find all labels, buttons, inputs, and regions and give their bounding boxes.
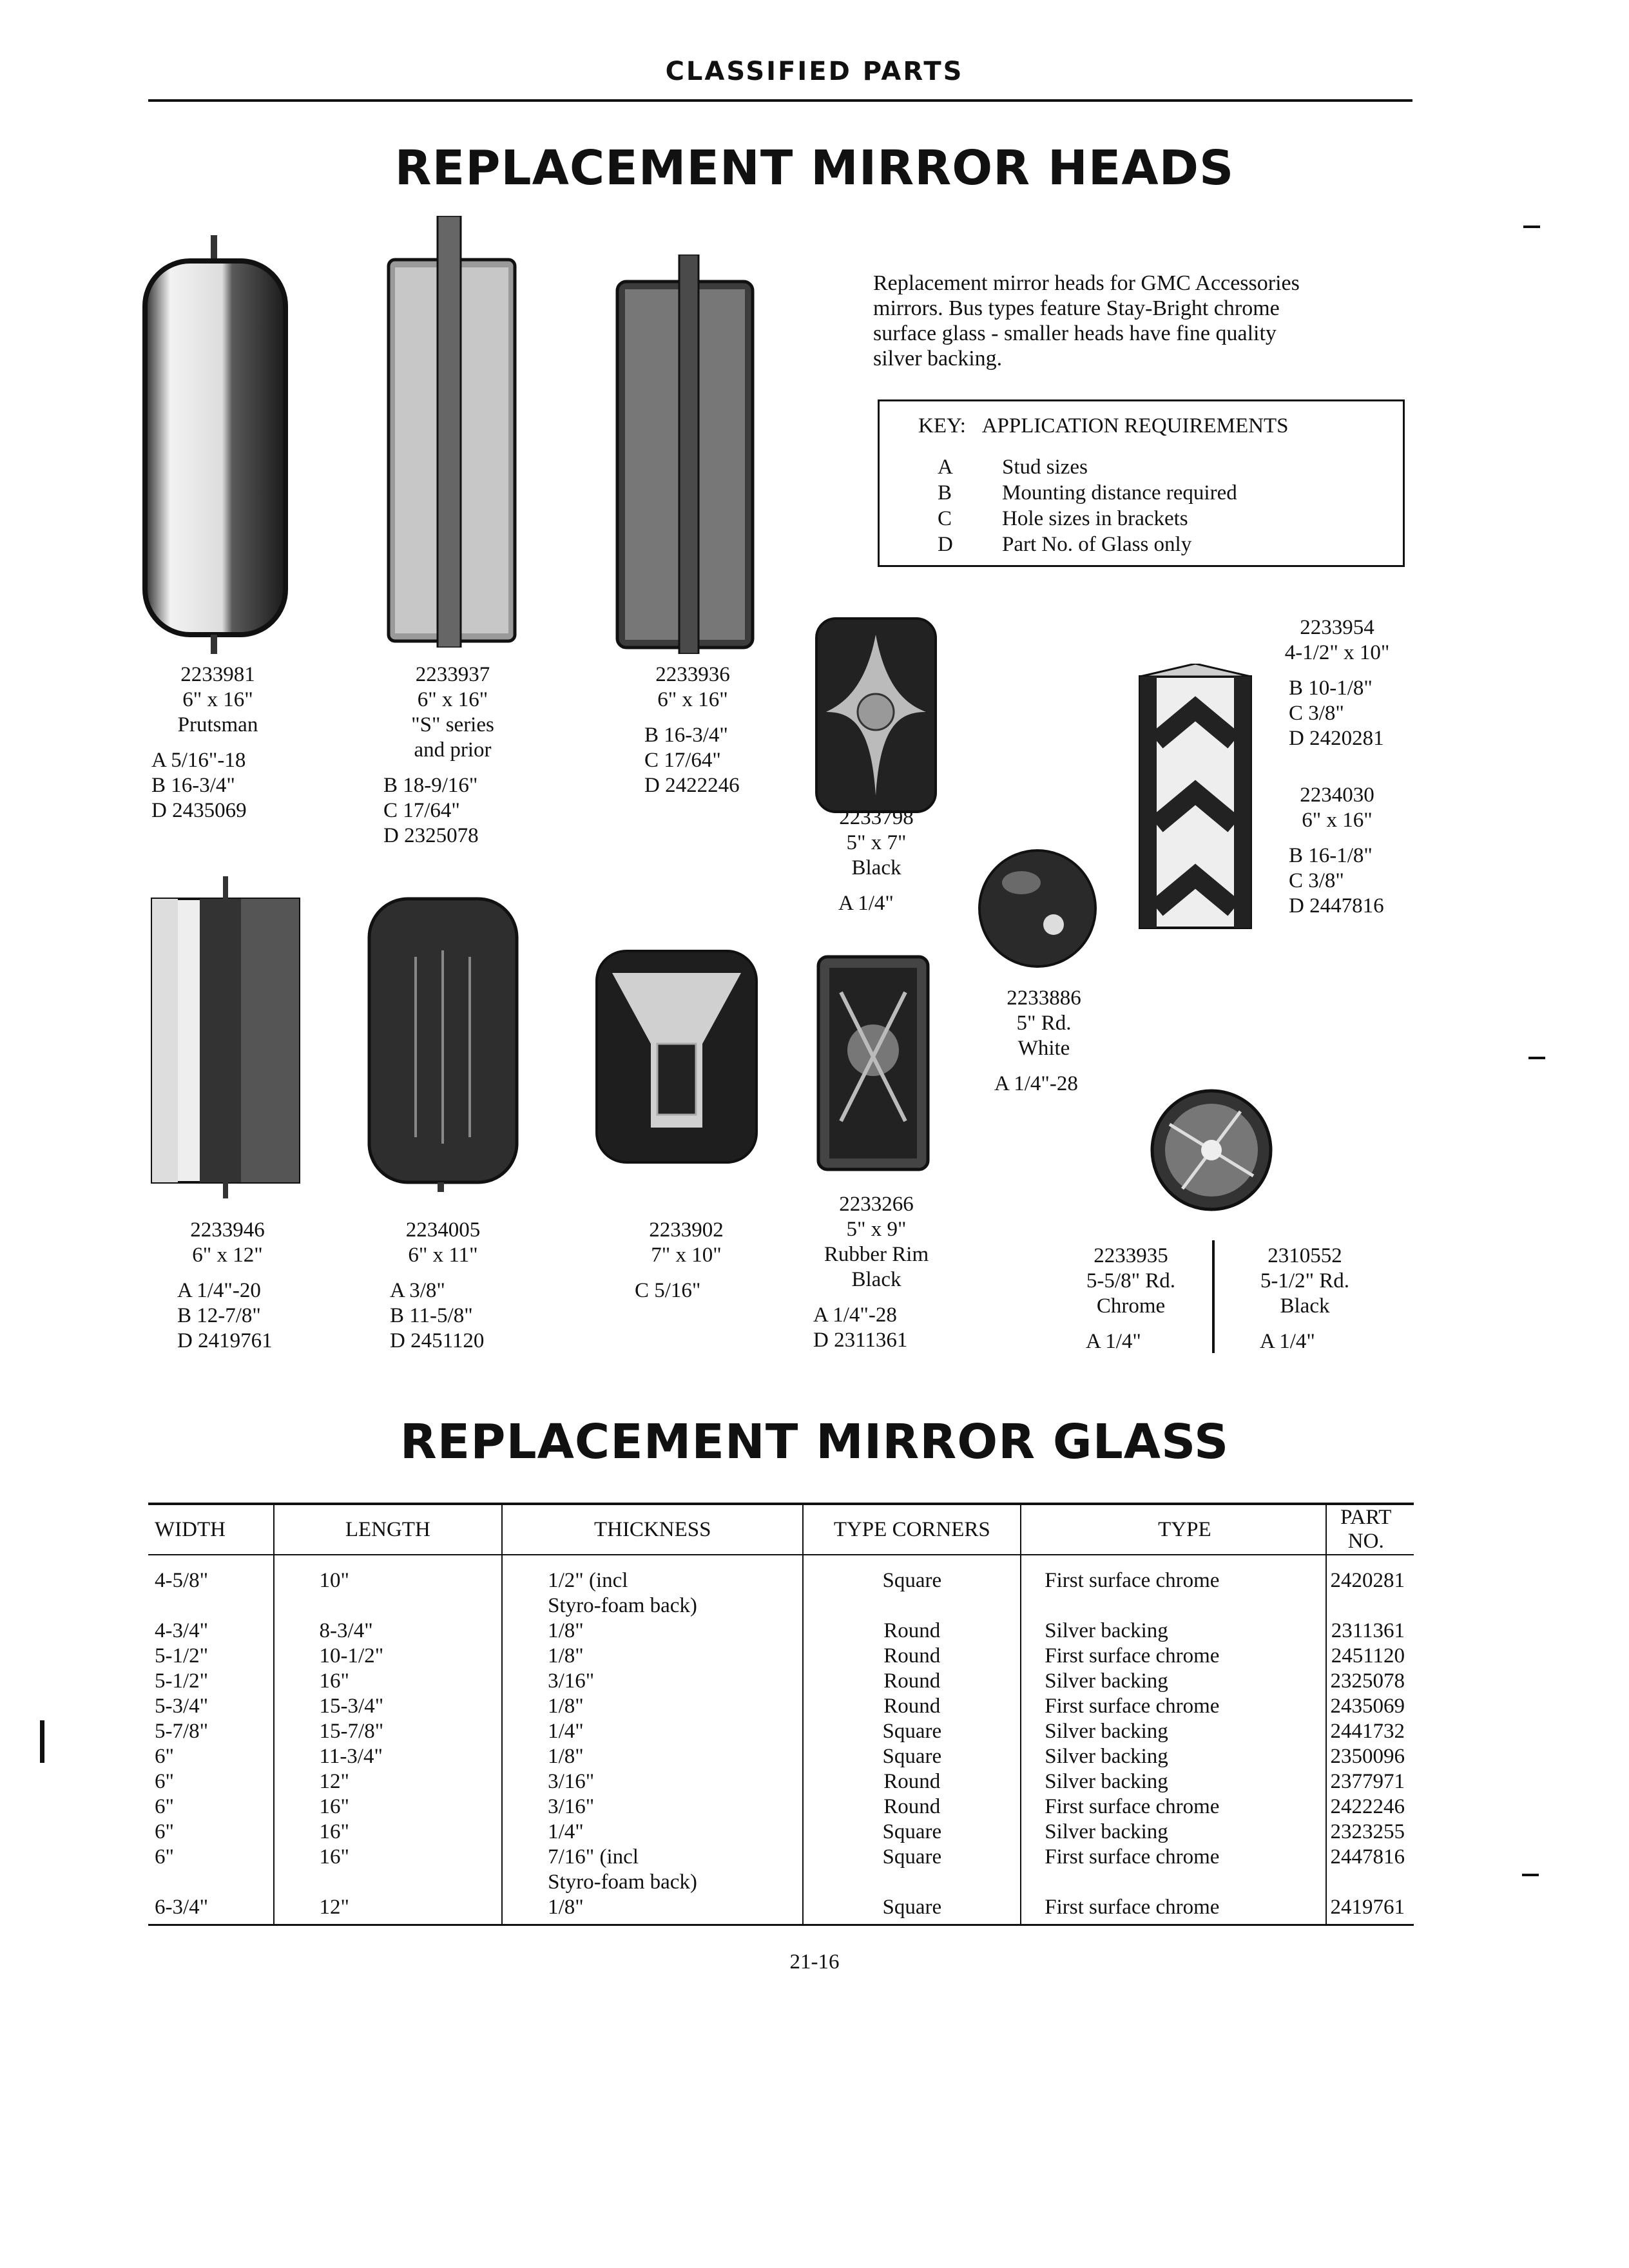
cell-part-no: 2447816	[1326, 1845, 1414, 1895]
key-meaning: Hole sizes in brackets	[1002, 507, 1188, 530]
size: 5" Rd.	[1016, 1012, 1072, 1035]
table-row	[148, 1644, 1414, 1669]
description: Black	[1280, 1294, 1330, 1318]
cell-part-no: 2451120	[1326, 1644, 1414, 1669]
spec-line: C 17/64"	[383, 799, 460, 822]
spec-line: C 3/8"	[1289, 702, 1344, 725]
item-2233935-label	[1066, 1244, 1195, 1354]
key-label: KEY:	[918, 414, 966, 437]
margin-mark	[1523, 226, 1540, 228]
item-2233798-label	[822, 805, 931, 916]
cell-thickness	[502, 1845, 803, 1895]
spec-line: B 16-3/4"	[151, 774, 235, 797]
cell-width: 4-5/8"	[155, 1569, 209, 1592]
cell-type-corners: Square	[803, 1845, 1021, 1895]
margin-mark	[1522, 1874, 1539, 1876]
cell-length: 16"	[274, 1845, 503, 1895]
spec-line: A 1/4"	[1260, 1330, 1315, 1353]
item-2233954-label	[1269, 615, 1405, 751]
spec-line: D 2447816	[1289, 894, 1384, 918]
cell-type-corners: Round	[803, 1694, 1021, 1719]
item-2233946-label	[179, 1218, 276, 1354]
table-row	[148, 1694, 1414, 1719]
item-2234005-label	[390, 1218, 496, 1354]
part-number: 2233937	[415, 663, 490, 686]
column-header-length: LENGTH	[274, 1504, 503, 1555]
spec-line: D 2422246	[644, 774, 740, 797]
item-2234030-label	[1269, 783, 1405, 919]
key-box	[878, 399, 1405, 567]
size: 6" x 16"	[182, 688, 253, 711]
spec-line: B 16-1/8"	[1289, 844, 1373, 867]
cell-thickness	[502, 1555, 803, 1619]
mirror-2233886-image	[976, 847, 1099, 970]
part-number: 2233946	[190, 1218, 265, 1242]
cell-type: First surface chrome	[1021, 1555, 1325, 1619]
thickness-line: 1/4"	[548, 1820, 584, 1843]
mirror-2234005-image	[364, 886, 522, 1192]
glass-section-title: REPLACEMENT MIRROR GLASS	[400, 1414, 1229, 1470]
cell-thickness	[502, 1820, 803, 1845]
cell-type: Silver backing	[1021, 1820, 1325, 1845]
cell-width: 6"	[155, 1845, 174, 1869]
thickness-line: Styro-foam back)	[548, 1870, 697, 1894]
mirror-2233954-image	[1137, 664, 1253, 934]
cell-width: 6-3/4"	[148, 1895, 274, 1925]
cell-type-corners: Square	[803, 1744, 1021, 1769]
cell-part-no: 2420281	[1326, 1555, 1414, 1619]
cell-length: 16"	[274, 1794, 503, 1820]
cell-length: 12"	[274, 1895, 503, 1925]
spec-line: A 1/4"-28	[813, 1303, 897, 1327]
spec-line: D 2311361	[813, 1329, 908, 1352]
item-2233902-label	[635, 1218, 738, 1303]
cell-type-corners: Square	[803, 1719, 1021, 1744]
cell-type-corners: Round	[803, 1769, 1021, 1794]
glass-table	[148, 1503, 1414, 1926]
cell-type-corners: Square	[803, 1895, 1021, 1925]
cell-type: Silver backing	[1021, 1669, 1325, 1694]
size: 5-5/8" Rd.	[1086, 1269, 1176, 1293]
cell-width: 5-1/2"	[155, 1669, 209, 1693]
spec-line: A 5/16"-18	[151, 749, 246, 772]
mirror-2233902-image	[593, 947, 760, 1166]
spec-line: A 1/4"-20	[177, 1279, 261, 1302]
description: Rubber Rim	[824, 1243, 929, 1266]
margin-mark	[1528, 1057, 1545, 1059]
key-row	[938, 506, 1237, 532]
thickness-line: 3/16"	[548, 1669, 595, 1693]
key-row	[938, 454, 1237, 480]
mirror-2233798-image	[813, 615, 939, 815]
spec-line: A 3/8"	[390, 1279, 445, 1302]
cell-length: 8-3/4"	[274, 1619, 503, 1644]
part-number: 2234030	[1300, 783, 1374, 807]
page-number: 21-16	[789, 1950, 840, 1974]
part-number: 2310552	[1268, 1244, 1342, 1267]
cell-type: First surface chrome	[1021, 1794, 1325, 1820]
key-row	[938, 480, 1237, 506]
size: 6" x 11"	[408, 1244, 478, 1267]
cell-type: Silver backing	[1021, 1719, 1325, 1744]
thickness-line: 3/16"	[548, 1795, 595, 1818]
page-header: CLASSIFIED PARTS	[665, 57, 964, 86]
item-2233937-label	[383, 662, 522, 849]
size: 5" x 9"	[846, 1218, 907, 1241]
heads-section-title: REPLACEMENT MIRROR HEADS	[394, 140, 1235, 196]
spec-line: D 2435069	[151, 799, 247, 822]
cell-part-no: 2323255	[1326, 1820, 1414, 1845]
cell-thickness	[502, 1719, 803, 1744]
glass-table-body	[148, 1555, 1414, 1925]
cell-type-corners: Round	[803, 1644, 1021, 1669]
thickness-line: 1/8"	[548, 1619, 584, 1642]
spec-line: A 1/4"-28	[994, 1072, 1078, 1095]
cell-width: 5-1/2"	[155, 1644, 209, 1667]
cell-thickness	[502, 1794, 803, 1820]
mirror-2233981-image	[139, 235, 293, 660]
cell-thickness	[502, 1644, 803, 1669]
cell-length: 16"	[274, 1669, 503, 1694]
mirror-2233937-image	[383, 216, 522, 648]
key-meaning: Stud sizes	[1002, 456, 1088, 479]
cell-part-no: 2422246	[1326, 1794, 1414, 1820]
key-meaning: Mounting distance required	[1002, 481, 1237, 505]
key-letter: C	[938, 507, 952, 530]
cell-thickness	[502, 1694, 803, 1719]
cell-length: 10"	[274, 1555, 503, 1619]
size: 4-1/2" x 10"	[1284, 641, 1390, 664]
cell-thickness	[502, 1619, 803, 1644]
size: 6" x 12"	[192, 1244, 263, 1267]
thickness-line: 3/16"	[548, 1770, 595, 1793]
spec-line: B 11-5/8"	[390, 1304, 473, 1327]
cell-type-corners: Round	[803, 1669, 1021, 1694]
description: White	[1017, 1037, 1070, 1060]
cell-thickness	[502, 1895, 803, 1925]
thickness-line: 1/8"	[548, 1695, 584, 1718]
cell-width: 6"	[155, 1745, 174, 1768]
spec-line: D 2419761	[177, 1329, 273, 1352]
mirror-2233935-image	[1144, 1086, 1279, 1215]
cell-type: First surface chrome	[1021, 1644, 1325, 1669]
description: Black	[851, 1268, 901, 1291]
part-number: 2234005	[405, 1218, 481, 1242]
cell-thickness	[502, 1744, 803, 1769]
cell-length: 10-1/2"	[274, 1644, 503, 1669]
cell-length: 11-3/4"	[274, 1744, 503, 1769]
key-letter: A	[938, 456, 953, 479]
cell-width: 5-7/8"	[155, 1720, 209, 1743]
part-number: 2233266	[839, 1193, 914, 1216]
thickness-line: 7/16" (incl	[548, 1845, 639, 1869]
table-row	[148, 1619, 1414, 1644]
description: Prutsman	[177, 713, 258, 736]
item-2233886-label	[996, 986, 1092, 1097]
cell-length: 12"	[274, 1769, 503, 1794]
spec-line: B 18-9/16"	[383, 774, 478, 797]
size: 7" x 10"	[651, 1244, 722, 1267]
cell-part-no: 2350096	[1326, 1744, 1414, 1769]
key-letter: B	[938, 481, 952, 505]
size: 6" x 16"	[1302, 809, 1373, 832]
intro-text	[873, 271, 1414, 371]
cell-type: First surface chrome	[1021, 1694, 1325, 1719]
thickness-line: 1/8"	[548, 1745, 584, 1768]
column-header-type: TYPE	[1021, 1504, 1325, 1555]
spec-line: B 16-3/4"	[644, 724, 728, 747]
cell-type: First surface chrome	[1021, 1845, 1325, 1895]
description: Chrome	[1096, 1294, 1166, 1318]
column-header-part-no: PART NO.	[1326, 1504, 1414, 1555]
cell-type-corners: Round	[803, 1619, 1021, 1644]
table-row	[148, 1845, 1414, 1895]
column-header-width: WIDTH	[148, 1504, 274, 1555]
cell-length: 15-3/4"	[274, 1694, 503, 1719]
part-number: 2233936	[655, 663, 730, 686]
cell-part-no: 2325078	[1326, 1669, 1414, 1694]
column-header-type-corners: TYPE CORNERS	[803, 1504, 1021, 1555]
cell-width: 4-3/4"	[155, 1619, 209, 1642]
item-2233936-label	[644, 662, 741, 798]
key-meaning: Part No. of Glass only	[1002, 533, 1192, 556]
key-title	[918, 414, 1288, 438]
cell-length: 15-7/8"	[274, 1719, 503, 1744]
spec-line: C 3/8"	[1289, 869, 1344, 892]
item-2233266-label	[815, 1192, 938, 1353]
table-row	[148, 1719, 1414, 1744]
cell-type: Silver backing	[1021, 1744, 1325, 1769]
spec-line: C 17/64"	[644, 749, 721, 772]
column-header-thickness: THICKNESS	[502, 1504, 803, 1555]
item-2233981-label	[151, 662, 269, 823]
item-2310552-label	[1240, 1244, 1369, 1354]
mirror-2233936-image	[612, 255, 757, 654]
key-row	[938, 532, 1237, 557]
spec-line: D 2420281	[1289, 727, 1384, 750]
key-letter: D	[938, 533, 953, 556]
table-row	[148, 1669, 1414, 1694]
cell-width: 6"	[155, 1795, 174, 1818]
intro-line: Replacement mirror heads for GMC Accessories	[873, 271, 1300, 295]
table-header-row	[148, 1504, 1414, 1555]
description: and prior	[414, 738, 492, 762]
table-row	[148, 1769, 1414, 1794]
cell-part-no: 2419761	[1326, 1895, 1414, 1925]
cell-type-corners: Round	[803, 1794, 1021, 1820]
cell-type: Silver backing	[1021, 1769, 1325, 1794]
cell-type: First surface chrome	[1021, 1895, 1325, 1925]
table-row	[148, 1555, 1414, 1619]
mirror-2233266-image	[815, 954, 931, 1173]
key-rows	[938, 454, 1237, 557]
spec-line: A 1/4"	[1086, 1330, 1141, 1353]
part-number: 2233954	[1300, 616, 1374, 639]
part-number: 2233798	[839, 806, 914, 829]
mirror-2233946-image	[148, 876, 303, 1198]
table-row	[148, 1895, 1414, 1925]
cell-length: 16"	[274, 1820, 503, 1845]
cell-thickness	[502, 1769, 803, 1794]
thickness-line: 1/4"	[548, 1720, 584, 1743]
item-divider	[1212, 1240, 1215, 1353]
cell-type-corners: Square	[803, 1820, 1021, 1845]
part-number: 2233886	[1007, 986, 1081, 1010]
cell-part-no: 2377971	[1326, 1769, 1414, 1794]
margin-mark	[40, 1720, 44, 1763]
intro-line: surface glass - smaller heads have fine quality	[873, 322, 1277, 345]
header-rule	[148, 99, 1412, 102]
thickness-line: 1/8"	[548, 1896, 584, 1919]
part-number: 2233981	[180, 663, 255, 686]
cell-thickness	[502, 1669, 803, 1694]
intro-line: mirrors. Bus types feature Stay-Bright chrome	[873, 296, 1280, 320]
spec-line: A 1/4"	[838, 892, 894, 915]
part-number: 2233902	[649, 1218, 724, 1242]
cell-part-no: 2311361	[1326, 1619, 1414, 1644]
cell-part-no: 2441732	[1326, 1719, 1414, 1744]
size: 6" x 16"	[657, 688, 728, 711]
spec-line: B 12-7/8"	[177, 1304, 261, 1327]
thickness-line: Styro-foam back)	[548, 1594, 697, 1617]
cell-width: 6"	[155, 1770, 174, 1793]
description: "S" series	[411, 713, 494, 736]
cell-width: 6"	[155, 1820, 174, 1843]
description: Black	[851, 856, 901, 879]
thickness-line: 1/2" (incl	[548, 1569, 628, 1592]
spec-line: D 2325078	[383, 824, 479, 847]
table-row	[148, 1744, 1414, 1769]
cell-part-no: 2435069	[1326, 1694, 1414, 1719]
cell-type: Silver backing	[1021, 1619, 1325, 1644]
table-row	[148, 1820, 1414, 1845]
cell-type-corners: Square	[803, 1555, 1021, 1619]
part-number: 2233935	[1094, 1244, 1168, 1267]
key-heading: APPLICATION REQUIREMENTS	[981, 414, 1289, 437]
thickness-line: 1/8"	[548, 1644, 584, 1667]
spec-line: B 10-1/8"	[1289, 677, 1373, 700]
spec-line: D 2451120	[390, 1329, 485, 1352]
table-row	[148, 1794, 1414, 1820]
size: 5" x 7"	[846, 831, 907, 854]
size: 5-1/2" Rd.	[1260, 1269, 1350, 1293]
intro-line: silver backing.	[873, 347, 1003, 370]
cell-width: 5-3/4"	[155, 1695, 209, 1718]
size: 6" x 16"	[417, 688, 488, 711]
spec-line: C 5/16"	[635, 1279, 701, 1302]
